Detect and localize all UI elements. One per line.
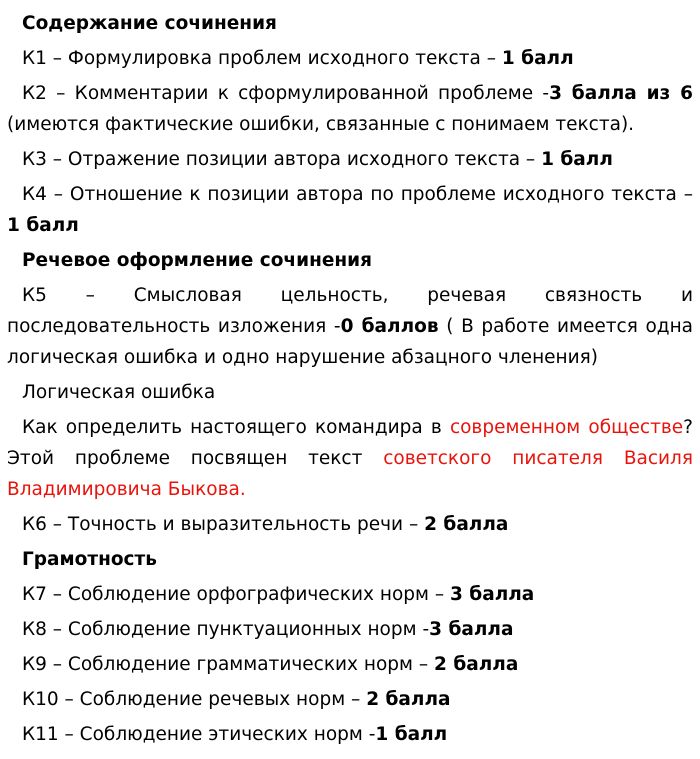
k3-score: 1 балл bbox=[541, 149, 613, 170]
logic-error-highlight-writer: советского писателя Василя bbox=[383, 448, 693, 469]
document-body bbox=[7, 8, 693, 750]
k11-score: 1 балл bbox=[375, 724, 448, 745]
criterion-k8 bbox=[7, 614, 693, 645]
k5-text: последовательность изложения - bbox=[7, 316, 341, 337]
criterion-k3 bbox=[7, 144, 693, 175]
k7-text: К7 – Соблюдение орфографических норм – bbox=[22, 584, 450, 605]
k9-text: К9 – Соблюдение грамматических норм – bbox=[22, 654, 434, 675]
k5-note: ( В работе имеется одна bbox=[438, 316, 694, 337]
speech-section-heading: Речевое оформление сочинения bbox=[22, 250, 373, 271]
logic-error-label: Логическая ошибка bbox=[22, 382, 216, 403]
k7-score: 3 балла bbox=[449, 584, 535, 605]
k6-score: 2 балла bbox=[424, 514, 509, 535]
k5-score: 0 баллов bbox=[340, 316, 439, 337]
k1-score: 1 балл bbox=[501, 48, 574, 69]
literacy-section-heading: Грамотность bbox=[22, 549, 157, 570]
criterion-k1 bbox=[7, 43, 693, 74]
k2-text: К2 – Комментарии к сформулированной проблеме - bbox=[22, 83, 550, 104]
criterion-k10 bbox=[7, 684, 693, 715]
k10-score: 2 балла bbox=[366, 689, 451, 710]
logic-error-highlight-society: современном обществе bbox=[449, 417, 684, 438]
criterion-k2-line2: (имеются фактические ошибки, связанные с понимаем текста). bbox=[7, 114, 635, 135]
criterion-k5-line2 bbox=[7, 311, 693, 342]
criterion-k5-line1: К5 – Смысловая цельность, речевая связность и bbox=[22, 285, 693, 306]
k8-score: 3 балла bbox=[429, 619, 514, 640]
logic-error-highlight-name: Владимировича Быкова. bbox=[7, 479, 246, 500]
k1-text: К1 – Формулировка проблем исходного текста – bbox=[22, 48, 502, 69]
logic-error-text: Этой проблеме посвящен текст bbox=[7, 448, 384, 469]
k4-score: 1 балл bbox=[7, 215, 79, 236]
k2-score: 3 балла из 6 bbox=[549, 83, 694, 104]
criterion-k11 bbox=[7, 719, 693, 750]
k9-score: 2 балла bbox=[434, 654, 519, 675]
logic-error-line2 bbox=[7, 443, 693, 474]
logic-error-question: Как определить настоящего командира в bbox=[22, 417, 450, 438]
content-section-heading: Содержание сочинения bbox=[22, 13, 277, 34]
criterion-k5-line3: логическая ошибка и одно нарушение абзацного членения) bbox=[7, 347, 599, 368]
criterion-k2-line1 bbox=[7, 78, 693, 109]
k8-text: К8 – Соблюдение пунктуационных норм - bbox=[22, 619, 430, 640]
logic-error-question-mark: ? bbox=[683, 417, 693, 438]
k11-text: К11 – Соблюдение этических норм - bbox=[22, 724, 376, 745]
k6-text: К6 – Точность и выразительность речи – bbox=[22, 514, 425, 535]
criterion-k9 bbox=[7, 649, 693, 680]
k3-text: К3 – Отражение позиции автора исходного текста – bbox=[22, 149, 542, 170]
criterion-k6 bbox=[7, 509, 693, 540]
criterion-k4-line1: К4 – Отношение к позиции автора по проблеме исходного текста – bbox=[22, 184, 693, 205]
k10-text: К10 – Соблюдение речевых норм – bbox=[22, 689, 367, 710]
logic-error-line1 bbox=[7, 412, 693, 443]
criterion-k7 bbox=[7, 579, 693, 610]
